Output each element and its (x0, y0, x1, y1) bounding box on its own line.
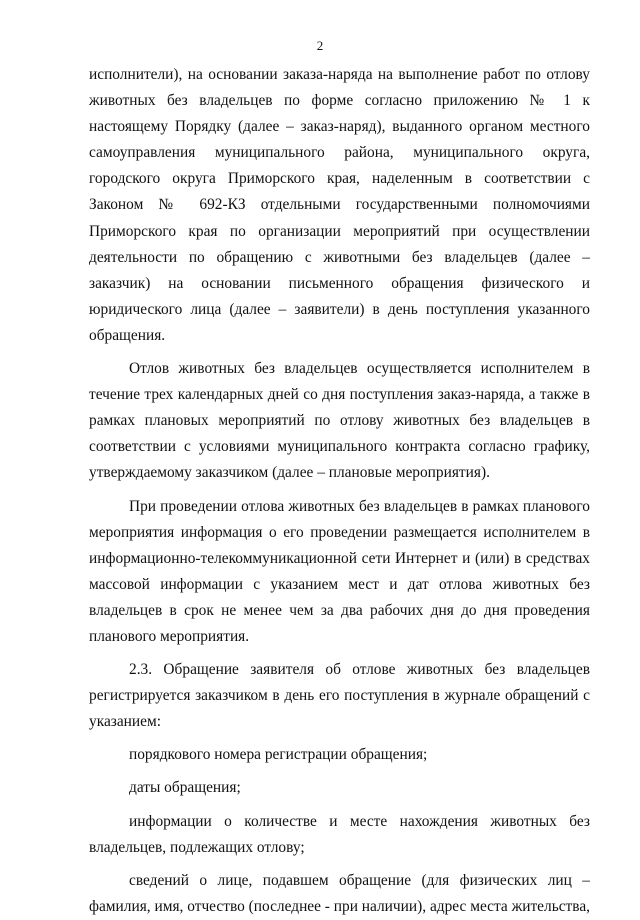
list-item-request-date: даты обращения; (129, 779, 241, 797)
list-item-applicant-info: сведений о лице, подавшем обращение (для физических лиц – фамилия, имя, отчество (последнее - при наличии), адрес места жительства, (89, 871, 591, 915)
page-number: 2 (316, 38, 324, 53)
paragraph-section-2-3: 2.3. Обращение заявителя об отлове животных без владельцев регистрируется заказчиком в день его поступления в журнале обращений с указанием: (89, 661, 590, 731)
paragraph-continuation: исполнители), на основании заказа-наряда на выполнение работ по отлову животных без владельцев по форме согласно приложению № 1 к настоящему Порядку (далее – заказ-наряд), выданного органом местного самоуправления муниципального района, муниципального округа, городского округа Приморского края, наделенным в соответствии с Законом № 692-КЗ отдельными государственными полномочиями Приморского края по организации мероприятий при осуществлении деятельности по обращению с животными без владельцев (далее – заказчик) на основании письменного обращения физического и юридического лица (далее – заявители) в день поступления указанного обращения. (89, 66, 590, 344)
paragraph-capture-schedule: Отлов животных без владельцев осуществляется исполнителем в течение трех календарных дней со дня поступления заказ-наряда, а также в рамках плановых мероприятий по отлову животных без владельцев в соответствии с условиями муниципального контракта согласно графику, утверждаемому заказчиком (далее – плановые мероприятия). (89, 360, 590, 482)
list-item-registration-number: порядкового номера регистрации обращения; (129, 746, 428, 764)
paragraph-planned-events: При проведении отлова животных без владельцев в рамках планового мероприятия информация о его проведении размещается исполнителем в информационно-телекоммуникационной сети Интернет и (или) в средствах массовой информации с указанием мест и дат отлова животных без владельцев в срок не менее чем за два рабочих дня до дня проведения планового мероприятия. (89, 497, 590, 645)
document-body (89, 62, 590, 920)
list-item-animal-info: информации о количестве и месте нахождения животных без владельцев, подлежащих отлову; (89, 812, 590, 856)
